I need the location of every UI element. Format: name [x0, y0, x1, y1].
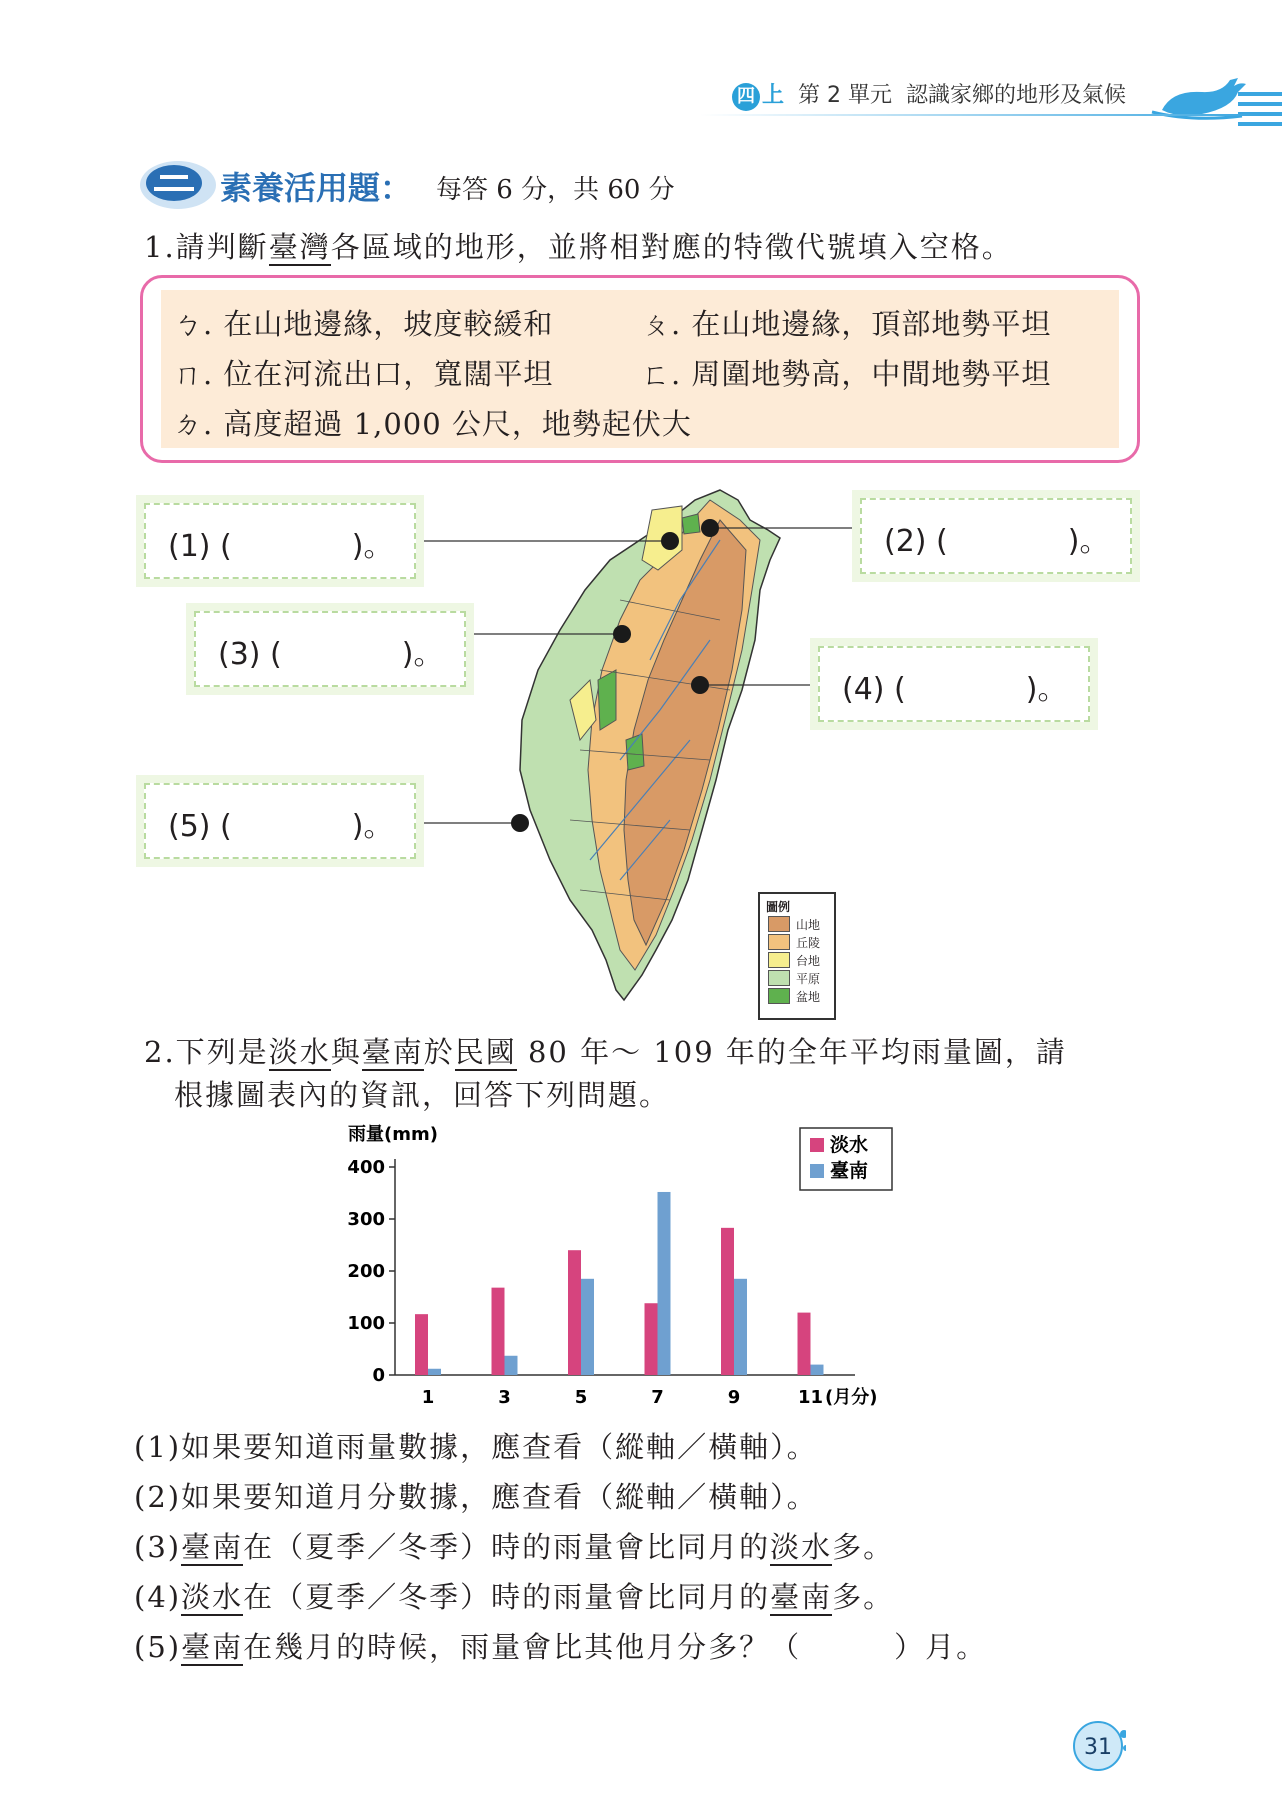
- sub-question-4: (4)淡水在（夏季／冬季）時的雨量會比同月的臺南多。: [134, 1580, 895, 1614]
- sub-question-1: (1)如果要知道雨量數據，應查看（縱軸／橫軸）。: [134, 1430, 818, 1464]
- legend-label-0: 淡水: [830, 1134, 869, 1156]
- unit-label: 第 2 單元: [798, 83, 892, 108]
- unit-title: 認識家鄉的地形及氣候: [906, 83, 1127, 108]
- legend-swatch-plain: [768, 970, 790, 986]
- bar-tamsui-7: [645, 1303, 658, 1375]
- option-m: ㄇ. 位在河流出口，寬闊平坦: [173, 357, 554, 391]
- legend-swatch-0: [810, 1138, 824, 1152]
- question-2: 2.下列是淡水與臺南於民國 80 年～ 109 年的全年平均雨量圖，請: [144, 1035, 1067, 1069]
- rainfall-bar-chart: [330, 1120, 930, 1420]
- legend-swatch-basin: [768, 988, 790, 1004]
- answer-box-4[interactable]: (4) ( )。: [810, 638, 1098, 730]
- sub-question-3: (3)臺南在（夏季／冬季）時的雨量會比同月的淡水多。: [134, 1530, 895, 1564]
- answer-box-3[interactable]: (3) ( )。: [186, 603, 474, 695]
- bar-tamsui-11: [798, 1313, 811, 1375]
- grade-label: 四 上: [732, 83, 784, 108]
- marker-5: [511, 814, 529, 832]
- legend-label-basin: 盆地: [796, 990, 821, 1004]
- option-d: ㄉ. 高度超過 1,000 公尺，地勢起伏大: [173, 407, 692, 441]
- place-underline: 臺灣: [268, 230, 331, 264]
- x-tick-label: 3: [498, 1387, 511, 1408]
- x-tick-label: 5: [574, 1387, 588, 1408]
- legend-label-1: 臺南: [830, 1160, 869, 1182]
- y-tick-label: 0: [372, 1365, 385, 1386]
- bar-tainan-9: [734, 1279, 747, 1375]
- page-number: 31: [1084, 1735, 1112, 1760]
- x-axis-label: (月分): [825, 1387, 878, 1408]
- option-p: ㄆ. 在山地邊緣，頂部地勢平坦: [641, 307, 1052, 341]
- section-score: 每答 6 分，共 60 分: [436, 175, 675, 205]
- map-legend: [758, 892, 836, 1020]
- answer-box-5[interactable]: (5) ( )。: [136, 775, 424, 867]
- y-tick-label: 300: [347, 1209, 385, 1230]
- page-number-badge: [1072, 1718, 1126, 1772]
- legend-swatch-mountain: [768, 916, 790, 932]
- marker-1: [661, 532, 679, 550]
- bar-tainan-5: [581, 1279, 594, 1375]
- marker-4: [691, 676, 709, 694]
- question-2-line2: 根據圖表內的資訊，回答下列問題。: [174, 1078, 671, 1112]
- question-1: 1.請判斷臺灣各區域的地形，並將相對應的特徵代號填入空格。: [144, 230, 1013, 264]
- legend-swatch-tableland: [768, 952, 790, 968]
- legend-label-mountain: 山地: [796, 918, 821, 932]
- legend-label-tableland: 台地: [796, 954, 821, 968]
- legend-label-plain: 平原: [796, 972, 821, 986]
- y-axis-label: 雨量(mm): [348, 1124, 438, 1145]
- bar-tamsui-9: [721, 1228, 734, 1375]
- option-b: ㄅ. 在山地邊緣，坡度較緩和: [173, 307, 554, 341]
- sub-question-5: (5)臺南在幾月的時候，雨量會比其他月分多？（ ）月。: [134, 1630, 988, 1664]
- bar-tainan-11: [811, 1365, 824, 1375]
- legend-swatch-hill: [768, 934, 790, 950]
- y-tick-label: 400: [347, 1157, 385, 1178]
- x-tick-label: 11: [797, 1387, 824, 1408]
- answer-box-2[interactable]: (2) ( )。: [852, 490, 1140, 582]
- bar-tamsui-3: [492, 1288, 505, 1375]
- option-f: ㄈ. 周圍地勢高，中間地勢平坦: [641, 357, 1052, 391]
- section-label: 素養活用題：: [220, 169, 413, 207]
- sub-question-2: (2)如果要知道月分數據，應查看（縱軸／橫軸）。: [134, 1480, 818, 1514]
- x-tick-label: 7: [651, 1387, 664, 1408]
- bar-tainan-7: [658, 1192, 671, 1375]
- bar-tamsui-1: [415, 1314, 428, 1375]
- legend-title: 圖例: [766, 900, 791, 914]
- x-tick-label: 9: [727, 1387, 741, 1408]
- bar-tainan-1: [428, 1369, 441, 1375]
- y-tick-label: 100: [347, 1313, 385, 1334]
- legend-label-hill: 丘陵: [796, 936, 821, 950]
- marker-2: [701, 519, 719, 537]
- marker-3: [613, 625, 631, 643]
- y-tick-label: 200: [347, 1261, 385, 1282]
- answer-box-1[interactable]: (1) ( )。: [136, 495, 424, 587]
- bar-tainan-3: [505, 1356, 518, 1375]
- bar-tamsui-5: [568, 1250, 581, 1375]
- legend-swatch-1: [810, 1164, 824, 1178]
- x-tick-label: 1: [421, 1387, 435, 1408]
